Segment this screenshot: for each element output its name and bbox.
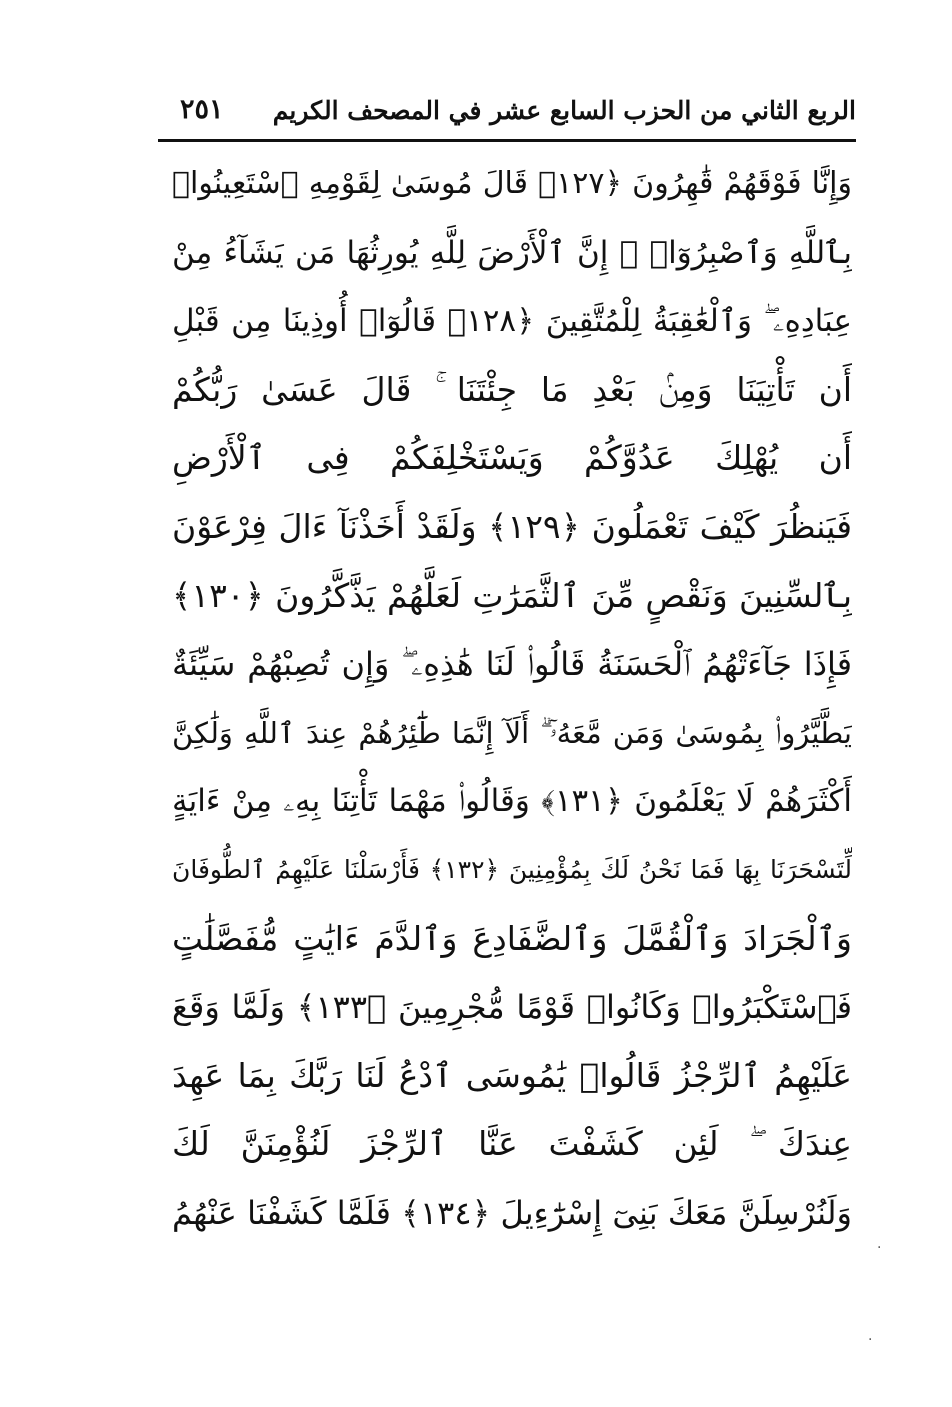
page-number: ٢٥١ bbox=[180, 94, 224, 125]
text-line: فَإِذَا جَآءَتْهُمُ ٱلْحَسَنَةُ قَالُوا۟ لَنَا هَٰذِهِۦ ۖ وَإِن تُصِبْهُمْ سَيِّئَةٌ bbox=[172, 645, 852, 684]
text-line: بِٱلسِّنِينَ وَنَقْصٍ مِّنَ ٱلثَّمَرَٰتِ لَعَلَّهُمْ يَذَّكَّرُونَ ﴿١٣٠﴾ bbox=[172, 575, 852, 615]
text-line: أَن تَأْتِيَنَا وَمِنۢ بَعْدِ مَا جِئْتَنَا ۚ قَالَ عَسَىٰ رَبُّكُمْ bbox=[172, 369, 852, 409]
text-line: بِٱللَّهِ وَٱصْبِرُوٓا۟ ۖ إِنَّ ٱلْأَرْضَ لِلَّهِ يُورِثُهَا مَن يَشَآءُ مِنْ bbox=[172, 234, 852, 271]
scan-speck: · bbox=[877, 1240, 882, 1256]
text-line: فَٱسْتَكْبَرُوا۟ وَكَانُوا۟ قَوْمًا مُّجْرِمِينَ ﴿١٣٣﴾ وَلَمَّا وَقَعَ bbox=[172, 988, 852, 1027]
text-line: وَلَنُرْسِلَنَّ مَعَكَ بَنِىٓ إِسْرَٰٓءِيلَ ﴿١٣٤﴾ فَلَمَّا كَشَفْنَا عَنْهُمُ bbox=[172, 1193, 852, 1232]
text-line: وَإِنَّا فَوْقَهُمْ قَٰهِرُونَ ﴿١٢٧﴾ قَالَ مُوسَىٰ لِقَوْمِهِ ٱسْتَعِينُوا۟ bbox=[172, 166, 852, 201]
header-divider bbox=[158, 139, 856, 142]
scan-speck: · bbox=[868, 1332, 873, 1348]
text-line: أَكْثَرَهُمْ لَا يَعْلَمُونَ ﴿١٣١﴾ وَقَالُوا۟ مَهْمَا تَأْتِنَا بِهِۦ مِنْ ءَايَةٍ bbox=[172, 783, 852, 820]
text-line: لِّتَسْحَرَنَا بِهَا فَمَا نَحْنُ لَكَ بِمُؤْمِنِينَ ﴿١٣٢﴾ فَأَرْسَلْنَا عَلَيْهِمُ ٱلطُّوفَانَ bbox=[172, 854, 852, 884]
text-line: عِبَادِهِۦ ۖ وَٱلْعَٰقِبَةُ لِلْمُتَّقِينَ ﴿١٢٨﴾ قَالُوٓا۟ أُوذِينَا مِن قَبْلِ bbox=[172, 303, 852, 340]
page-header bbox=[158, 92, 856, 136]
text-line: فَيَنظُرَ كَيْفَ تَعْمَلُونَ ﴿١٢٩﴾ وَلَقَدْ أَخَذْنَآ ءَالَ فِرْعَوْنَ bbox=[172, 506, 852, 546]
quran-text-block bbox=[172, 150, 852, 1248]
text-line: وَٱلْجَرَادَ وَٱلْقُمَّلَ وَٱلضَّفَادِعَ وَٱلدَّمَ ءَايَٰتٍ مُّفَصَّلَٰتٍ bbox=[172, 918, 852, 958]
text-line: يَطَّيَّرُوا۟ بِمُوسَىٰ وَمَن مَّعَهُۥٓ ۗ أَلَآ إِنَّمَا طَٰٓئِرُهُمْ عِندَ ٱللَّهِ وَلَٰكِنَّ bbox=[172, 715, 852, 750]
text-line: عِندَكَ ۖ لَئِن كَشَفْتَ عَنَّا ٱلرِّجْزَ لَنُؤْمِنَنَّ لَكَ bbox=[172, 1124, 852, 1164]
text-line: عَلَيْهِمُ ٱلرِّجْزُ قَالُوا۟ يَٰمُوسَى ٱدْعُ لَنَا رَبَّكَ بِمَا عَهِدَ bbox=[172, 1055, 852, 1095]
text-line: أَن يُهْلِكَ عَدُوَّكُمْ وَيَسْتَخْلِفَكُمْ فِى ٱلْأَرْضِ bbox=[172, 438, 852, 478]
page-header-title: الربع الثاني من الحزب السابع عشر في المصحف الكريم bbox=[272, 96, 856, 125]
